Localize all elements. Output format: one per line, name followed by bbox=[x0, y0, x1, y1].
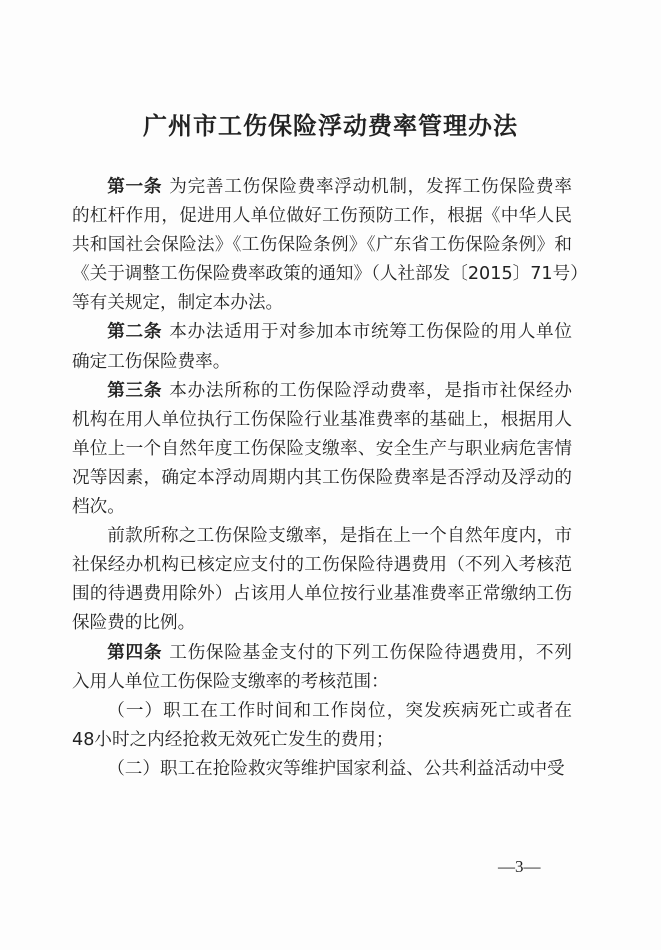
line-text: 工伤保险基金支付的下列工伤保险待遇费用，不列 bbox=[169, 642, 572, 663]
text-line bbox=[72, 406, 572, 435]
line-text: 等有关规定，制定本办法。 bbox=[72, 293, 284, 314]
page-number: —3— bbox=[498, 857, 541, 876]
line-text: 《关于调整工伤保险费率政策的通知》（人社部发〔2015〕71号） bbox=[72, 264, 588, 285]
line-text: 48小时之内经抢救无效死亡发生的费用； bbox=[72, 729, 394, 750]
line-text: （一）职工在工作时间和工作岗位，突发疾病死亡或者在 bbox=[107, 700, 572, 721]
paragraph bbox=[72, 697, 572, 755]
document-title: 广州市工伤保险浮动费率管理办法 bbox=[143, 111, 518, 140]
paragraph bbox=[72, 522, 572, 638]
line-text: 况等因素，确定本浮动周期内其工伤保险费率是否浮动及浮动的 bbox=[72, 467, 572, 488]
paragraph bbox=[72, 318, 572, 376]
document-body bbox=[72, 173, 588, 784]
text-line bbox=[72, 231, 572, 260]
line-text: 单位上一个自然年度工伤保险支缴率、安全生产与职业病危害情 bbox=[72, 438, 572, 459]
text-line bbox=[72, 639, 572, 668]
text-line bbox=[72, 202, 572, 231]
line-text: 共和国社会保险法》《工伤保险条例》《广东省工伤保险条例》和 bbox=[72, 235, 572, 256]
line-text: 入用人单位工伤保险支缴率的考核范围： bbox=[72, 671, 389, 692]
line-text: 为完善工伤保险费率浮动机制，发挥工伤保险费率 bbox=[169, 177, 572, 197]
line-text: 的杠杆作用，促进用人单位做好工伤预防工作，根据《中华人民 bbox=[72, 206, 572, 227]
text-line bbox=[72, 377, 572, 406]
paragraph bbox=[72, 755, 572, 784]
text-line bbox=[72, 464, 572, 493]
paragraph bbox=[72, 377, 572, 522]
text-line bbox=[72, 668, 572, 697]
article-number: 第一条 bbox=[107, 177, 163, 197]
text-line bbox=[72, 260, 588, 289]
line-text: 本办法适用于对参加本市统筹工伤保险的用人单位 bbox=[169, 322, 572, 343]
article-number: 第三条 bbox=[107, 380, 163, 401]
text-line bbox=[72, 726, 572, 755]
text-line bbox=[72, 609, 572, 638]
text-line bbox=[72, 755, 572, 784]
line-text: 本办法所称的工伤保险浮动费率，是指市社保经办 bbox=[169, 380, 572, 401]
article-number: 第二条 bbox=[107, 322, 163, 343]
line-text: 保险费的比例。 bbox=[72, 613, 196, 634]
text-line bbox=[72, 435, 572, 464]
line-text: 机构在用人单位执行工伤保险行业基准费率的基础上，根据用人 bbox=[72, 409, 572, 430]
line-text: （二）职工在抢险救灾等维护国家利益、公共利益活动中受 bbox=[107, 758, 565, 779]
line-text: 档次。 bbox=[72, 497, 125, 518]
article-number: 第四条 bbox=[107, 642, 163, 663]
line-text: 围的待遇费用除外）占该用人单位按行业基准费率正常缴纳工伤 bbox=[72, 584, 572, 605]
text-line bbox=[72, 580, 572, 609]
text-line bbox=[72, 173, 572, 202]
line-text: 社保经办机构已核定应支付的工伤保险待遇费用（不列入考核范 bbox=[72, 555, 572, 576]
paragraph bbox=[72, 639, 572, 697]
line-text: 前款所称之工伤保险支缴率，是指在上一个自然年度内，市 bbox=[107, 526, 572, 547]
text-line bbox=[72, 551, 572, 580]
text-line bbox=[72, 318, 572, 347]
text-line bbox=[72, 348, 572, 377]
paragraph bbox=[72, 173, 588, 318]
text-line bbox=[72, 697, 572, 726]
text-line bbox=[72, 493, 572, 522]
text-line bbox=[72, 522, 572, 551]
text-line bbox=[72, 289, 572, 318]
line-text: 确定工伤保险费率。 bbox=[72, 351, 231, 372]
